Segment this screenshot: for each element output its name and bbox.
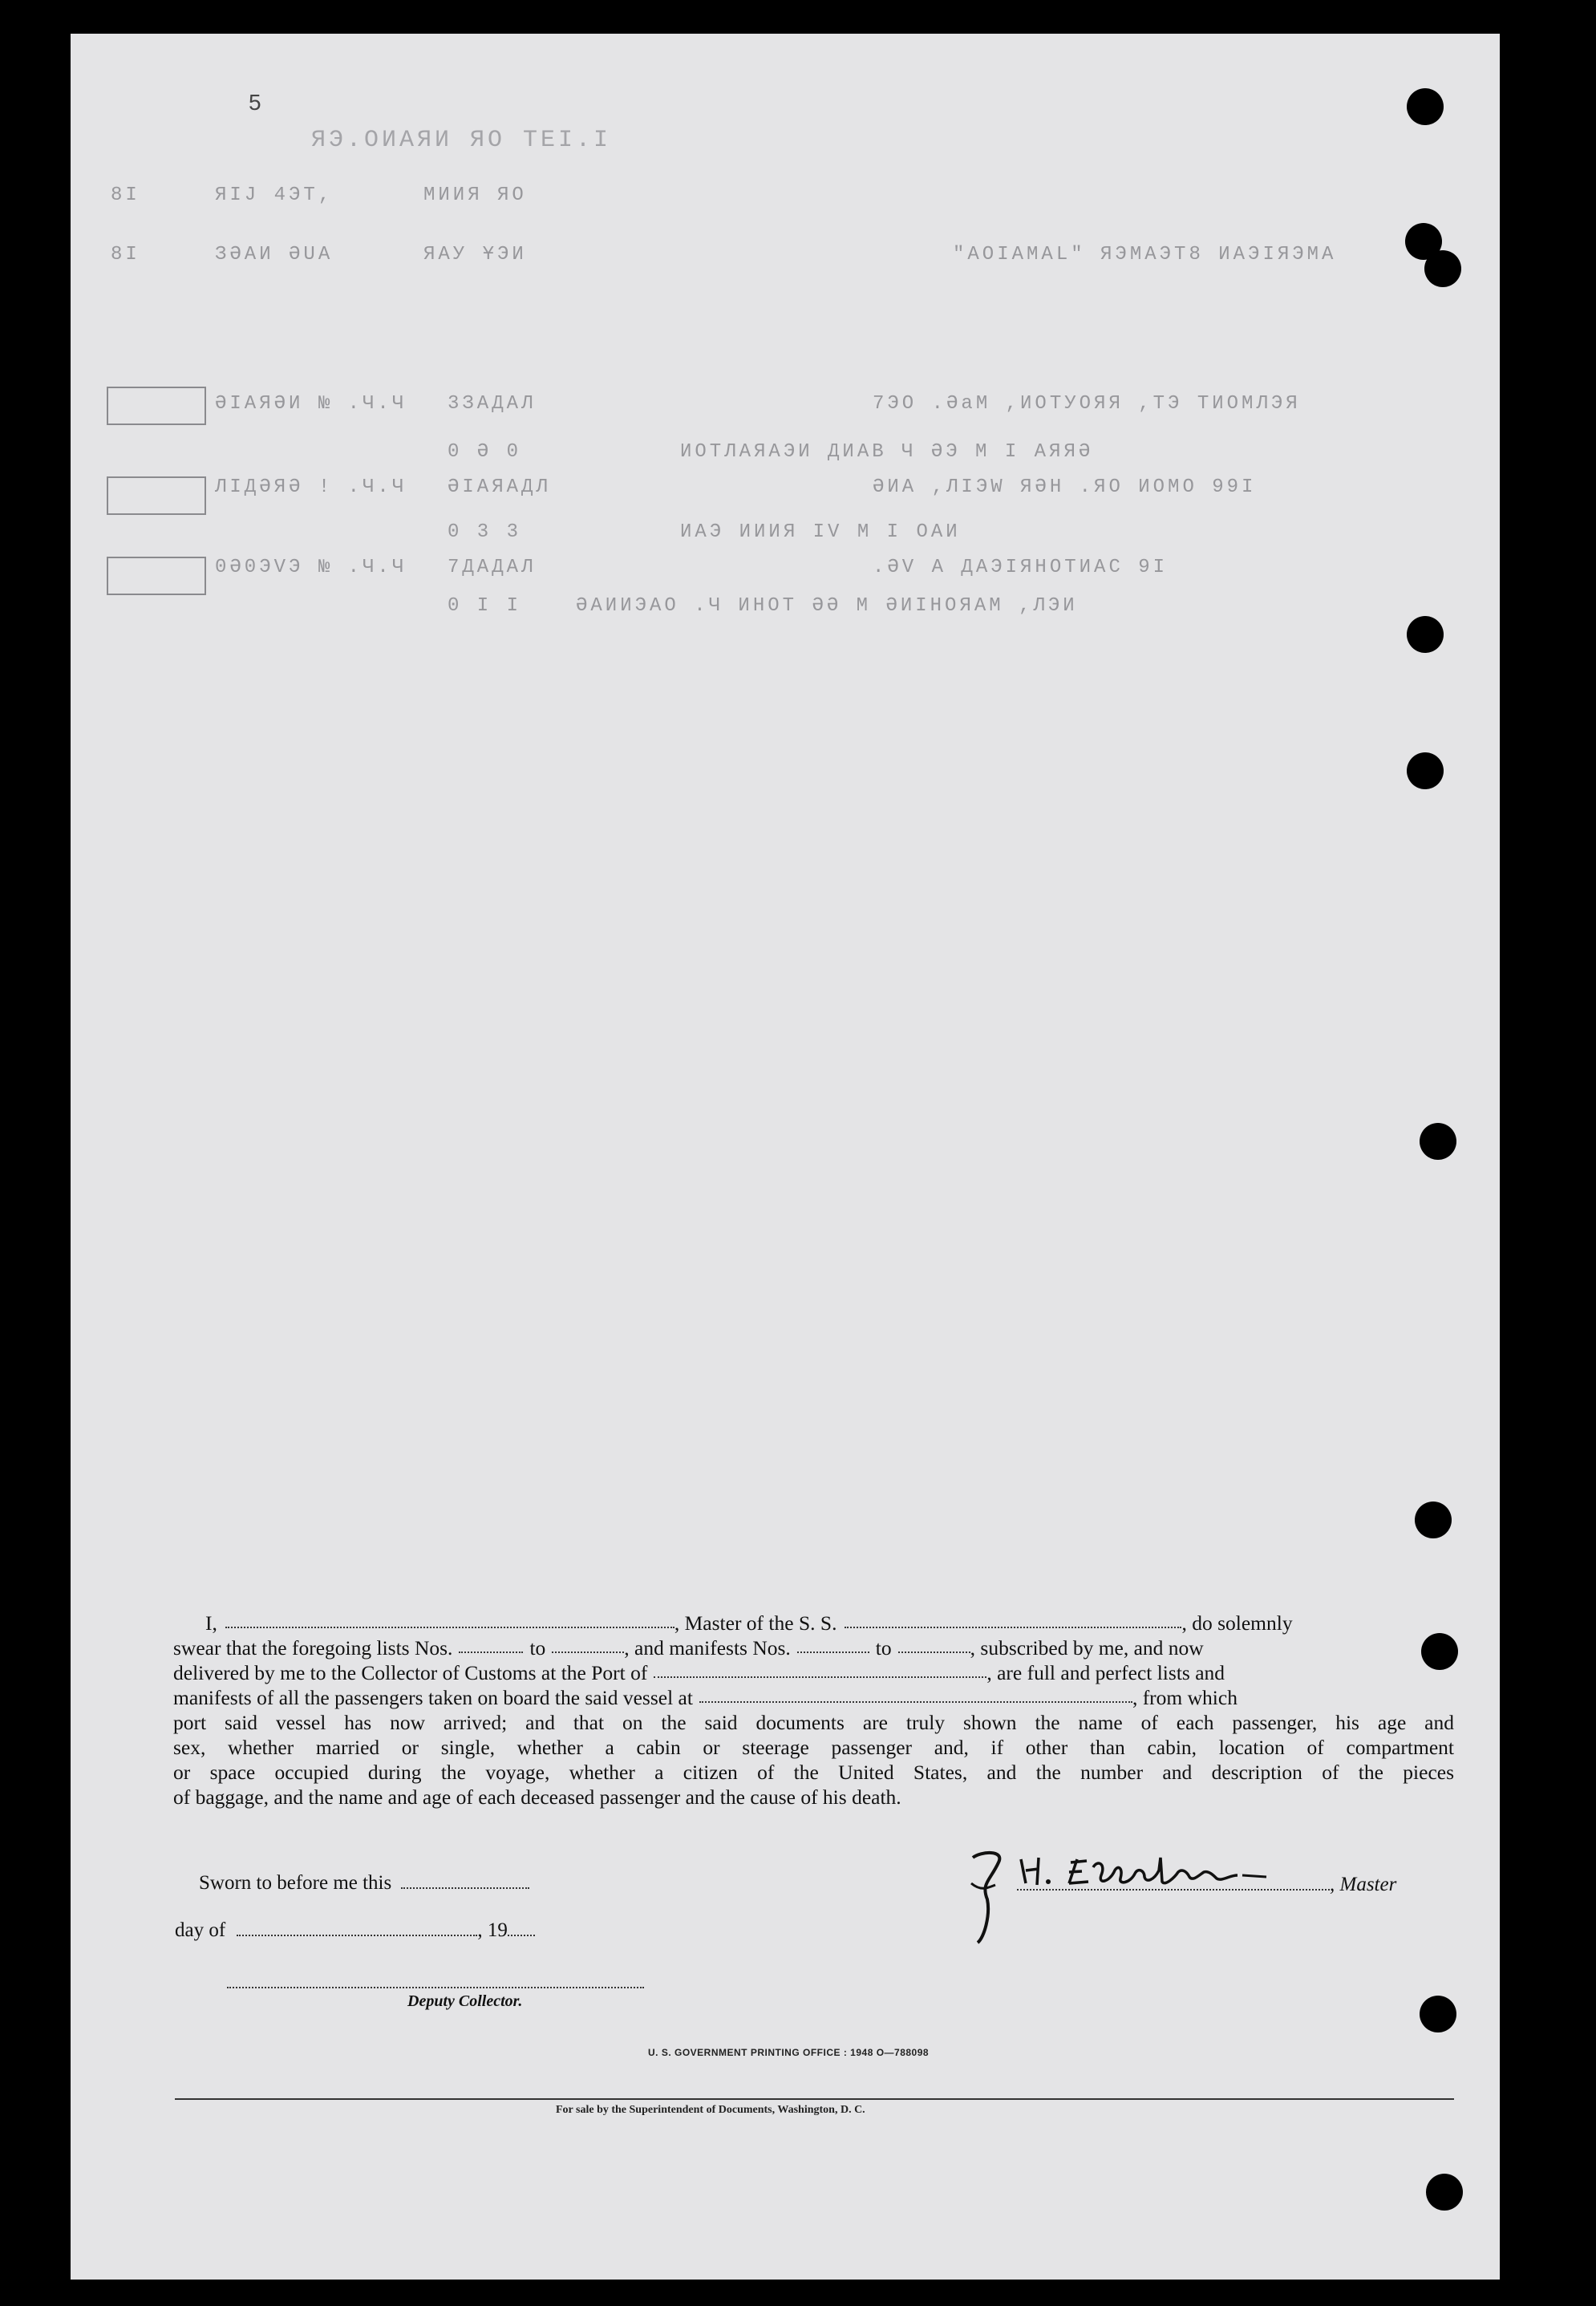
oath-text: swear that the foregoing lists Nos.	[173, 1636, 453, 1660]
page-number: 5	[249, 90, 261, 115]
year-prefix: , 19	[477, 1919, 508, 1941]
footer-rule	[175, 2098, 1454, 2100]
bleed-row3-addr: .ӘV А ДАЭІЯНОТИАС 9Ӏ	[873, 557, 1169, 578]
bleed-row2-pp: ЛІДӘЯӘ ! .Ч.Ч	[215, 476, 407, 498]
deputy-signature-line	[227, 1987, 644, 1988]
bleed-ship-name: "АОІАМАL" ЯЭМАЭТ8 ИАЭІЯЭМА	[953, 244, 1337, 265]
sworn-line	[199, 1871, 529, 1895]
blank-ship-name	[845, 1611, 1181, 1628]
bleed-row4-nums: 0 Ӏ Ӏ	[448, 595, 522, 617]
bleed-row2-code: ӘІАЯАДЛ	[448, 476, 551, 498]
blank-day-of	[237, 1919, 477, 1936]
blank-manifest-from	[797, 1635, 869, 1653]
bleed-row2-name: ИОТЛАЯАЭИ ДИАВ Ч ӘЭ М Ӏ АЯЯӘ	[680, 441, 1094, 463]
master-oath	[173, 1611, 1454, 1810]
bleed-line-b-left: 8Ӏ	[111, 244, 140, 265]
blank-port	[654, 1660, 986, 1678]
oath-text: to	[529, 1636, 546, 1660]
oath-line: or space occupied during the voyage, whether a citizen of the United States, and the number and description of the pieces	[173, 1761, 1454, 1784]
oath-text: , subscribed by me, and now	[970, 1636, 1204, 1660]
bleed-stamp	[107, 557, 206, 595]
master-line	[1017, 1873, 1396, 1896]
bleed-row3-nums: 0 3 3	[448, 521, 522, 543]
oath-text: , and manifests Nos.	[624, 1636, 791, 1660]
oath-text: manifests of all the passengers taken on board the said vessel at	[173, 1686, 693, 1709]
oath-line	[173, 1685, 1454, 1710]
bleed-line-a-mid2: МИИЯ ЯО	[423, 184, 527, 206]
blank-list-from	[459, 1635, 523, 1653]
bleed-line-b-mid: ЗӘАИ ӘUА	[215, 244, 334, 265]
for-sale-imprint: For sale by the Superintendent of Documents, Washington, D. C.	[556, 2104, 865, 2116]
punch-hole	[1407, 616, 1444, 653]
punch-hole	[1424, 250, 1461, 287]
oath-text: , do solemnly	[1181, 1611, 1293, 1635]
day-of-line	[175, 1919, 535, 1942]
gpo-imprint: U. S. GOVERNMENT PRINTING OFFICE : 1948 O—788098	[648, 2047, 930, 2058]
deputy-collector-label: Deputy Collector.	[407, 1992, 523, 2010]
blank-manifest-to	[898, 1635, 970, 1653]
bleed-header: ЯЭ.ОИАЯИ ЯО ТЕІ.І	[311, 127, 612, 154]
oath-text: delivered by me to the Collector of Customs at the Port of	[173, 1661, 648, 1684]
blank-sworn-day	[401, 1871, 529, 1889]
bleed-row4-name: ӘАИИЭАО .Ч ИНОТ ӘӘ М ӘИІНОЯАМ ,ЛЭИ	[576, 595, 1078, 617]
oath-text: , Master of the S. S.	[674, 1611, 837, 1635]
document-page	[71, 34, 1500, 2280]
bleed-row1-pp: ӘІАЯӘИ № .Ч.Ч	[215, 393, 407, 415]
bleed-row2-nums: 0 Ә 0	[448, 441, 522, 463]
bleed-row3-pp: 0Ә0ЭVЭ № .Ч.Ч	[215, 557, 407, 578]
bleed-row3-code: 7ДАДАЛ	[448, 557, 537, 578]
blank-master-signature	[1017, 1873, 1330, 1891]
blank-master-name	[225, 1611, 674, 1628]
bleed-line-b-mid2: ЯАУ ҰЭИ	[423, 244, 527, 265]
bleed-row3-name: ИАЭ ИИИЯ ӀV М Ӏ ОАИ	[680, 521, 961, 543]
oath-line	[173, 1660, 1454, 1685]
master-label: , Master	[1330, 1874, 1397, 1895]
oath-line: port said vessel has now arrived; and that on the said documents are truly shown the name of each passenger, his age and	[173, 1711, 1454, 1734]
oath-text: to	[875, 1636, 892, 1660]
blank-year	[508, 1919, 535, 1936]
punch-hole	[1407, 752, 1444, 789]
bleed-stamp	[107, 476, 206, 515]
bleed-row1-code: 3ЗАДАЛ	[448, 393, 537, 415]
oath-line	[173, 1611, 1454, 1635]
bleed-row2-addr: ӘИА ,ЛІЭW ЯӘН .ЯО ИОМО 99Ӏ	[873, 476, 1257, 498]
bleed-line-a-mid: ЯIJ 4ЭТ,	[215, 184, 334, 206]
bleed-line-a-left: 8Ӏ	[111, 184, 140, 206]
oath-text: I,	[205, 1611, 217, 1635]
blank-embark-port	[699, 1685, 1132, 1703]
sworn-label: Sworn to before me this	[199, 1872, 392, 1894]
punch-hole	[1420, 1996, 1456, 2032]
oath-line: sex, whether married or single, whether a cabin or steerage passenger and, if other than cabin, location of compartment	[173, 1736, 1454, 1759]
punch-hole	[1426, 2174, 1463, 2211]
oath-line	[173, 1635, 1454, 1660]
punch-hole	[1420, 1123, 1456, 1160]
punch-hole	[1415, 1502, 1452, 1538]
oath-text: , from which	[1132, 1686, 1238, 1709]
oath-text: , are full and perfect lists and	[986, 1661, 1225, 1684]
blank-list-to	[552, 1635, 624, 1653]
punch-hole	[1407, 88, 1444, 125]
bleed-row1-addr: 7ЭО .ӘаМ ,ИОТУОЯЯ ,ТЭ ТИОМЛЭЯ	[873, 393, 1301, 415]
bleed-stamp	[107, 387, 206, 425]
day-of-label: day of	[175, 1919, 226, 1941]
oath-line: of baggage, and the name and age of each deceased passenger and the cause of his death.	[173, 1785, 901, 1809]
